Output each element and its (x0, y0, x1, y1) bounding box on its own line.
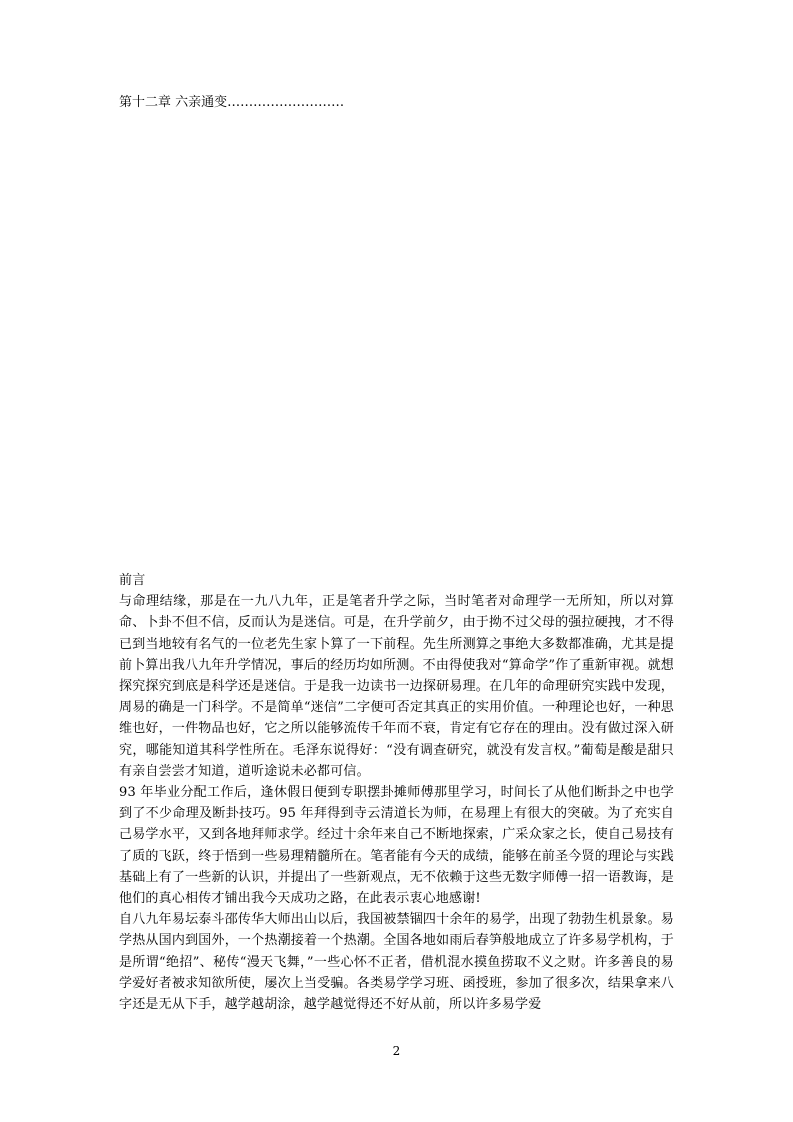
preface-paragraph-3: 自八九年易坛泰斗邵传华大师出山以后，我国被禁锢四十余年的易学，出现了勃勃生机景象。易学热从国内到国外，一个热潮接着一个热潮。全国各地如雨后春笋般地成立了许多易学机构，于是所谓“绝招”、秘传“漫天飞舞，”一些心怀不正者，借机混水摸鱼捞取不义之财。许多善良的易学爱好者被求知欲所使，屡次上当受骗。各类易学学习班、函授班，参加了很多次，结果拿来八字还是无从下手，越学越胡涂，越学越觉得还不好从前，所以许多易学爱 (119, 912, 674, 1013)
toc-chapter-entry: 第十二章 六亲通变……………………… (119, 95, 345, 110)
preface-paragraph-1: 与命理结缘，那是在一九八九年，正是笔者升学之际，当时笔者对命理学一无所知，所以对算命、卜卦不但不信，反而认为是迷信。可是，在升学前夕，由于拗不过父母的强拉硬拽，才不得已到当地较有名气的一位老先生家卜算了一下前程。先生所测算之事绝大多数都准确，尤其是提前卜算出我八九年升学情况，事后的经历均如所测。不由得使我对“算命学”作了重新审视。就想探究探究到底是科学还是迷信。于是我一边读书一边探研易理。在几年的命理研究实践中发现，周易的确是一门科学。不是简单“迷信”二字便可否定其真正的实用价值。一种理论也好，一种思维也好，一件物品也好，它之所以能够流传千年而不衰，肯定有它存在的理由。没有做过深入研究，哪能知道其科学性所在。毛泽东说得好：“没有调查研究，就没有发言权。”葡萄是酸是甜只有亲自尝尝才知道，道听途说未必都可信。 (119, 594, 674, 779)
preface-section (119, 570, 674, 1015)
preface-heading: 前言 (119, 573, 146, 588)
preface-paragraph-2: 93 年毕业分配工作后，逢休假日便到专职摆卦摊师傅那里学习，时间长了从他们断卦之中也学到了不少命理及断卦技巧。95 年拜得到寺云清道长为师，在易理上有很大的突破。为了充实自己易学水平，又到各地拜师求学。经过十余年来自己不断地探索，广采众家之长，使自己易技有了质的飞跃，终于悟到一些易理精髓所在。笔者能有今天的成绩，能够在前圣今贤的理论与实践基础上有了一些新的认识，并提出了一些新观点，无不依赖于这些无数字师傅一招一语教诲，是他们的真心相传才铺出我今天成功之路，在此表示衷心地感谢! (119, 785, 674, 907)
page-number: 2 (392, 1044, 401, 1058)
